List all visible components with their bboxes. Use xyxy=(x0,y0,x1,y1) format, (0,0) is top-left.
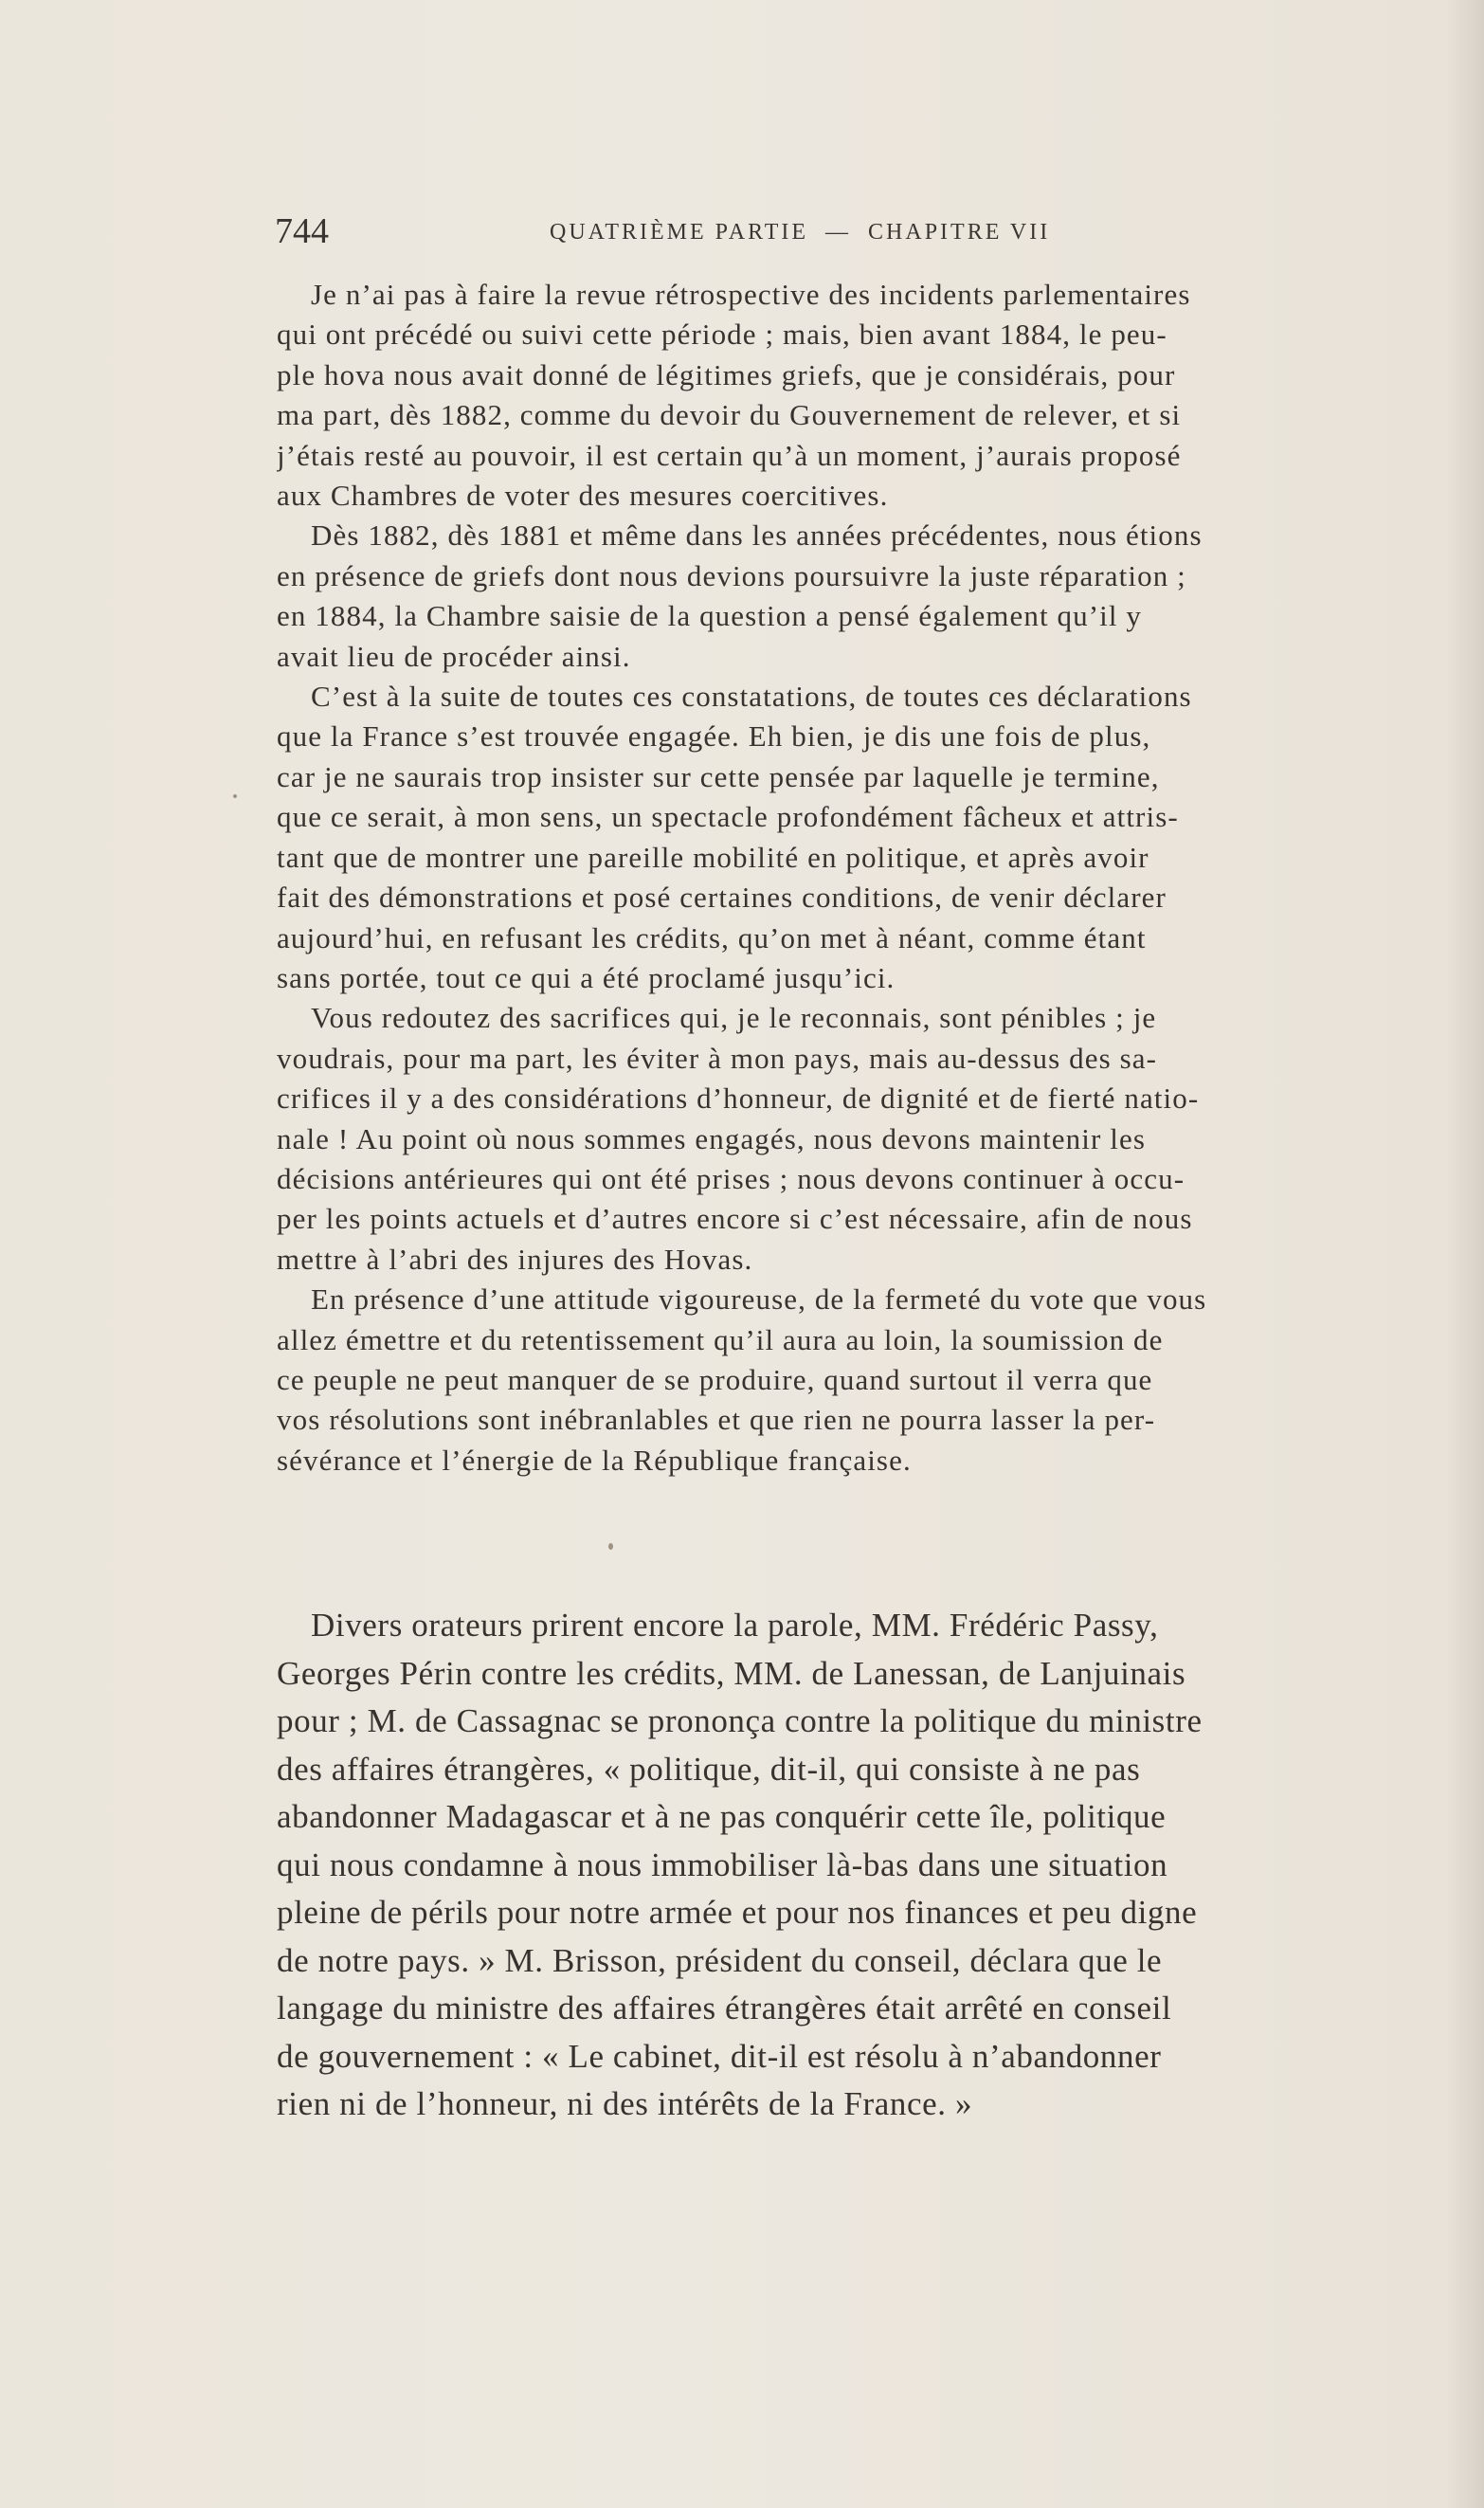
text-line: de gouvernement : « Le cabinet, dit-il est résolu à n’abandonner xyxy=(277,2037,1162,2075)
speech-text-block xyxy=(277,275,1414,1481)
text-line: qui nous condamne à nous immobiliser là-bas dans une situation xyxy=(277,1845,1168,1883)
text-line: que ce serait, à mon sens, un spectacle profondément fâcheux et attris- xyxy=(277,800,1179,834)
speech-paragraph xyxy=(277,1280,1414,1481)
text-line: C’est à la suite de toutes ces constatations, de toutes ces déclarations xyxy=(311,680,1192,714)
text-line: crifices il y a des considérations d’honneur, de dignité et de fierté natio- xyxy=(277,1081,1200,1116)
narrative-text-block xyxy=(277,1602,1414,2129)
text-line: décisions antérieures qui ont été prises ; nous devons continuer à occu- xyxy=(277,1161,1185,1195)
text-line: en 1884, la Chambre saisie de la question a pensé également qu’il y xyxy=(277,599,1143,633)
text-line: des affaires étrangères, « politique, dit-il, qui consiste à ne pas xyxy=(277,1750,1141,1788)
page-edge-shadow xyxy=(1445,0,1484,2508)
speech-paragraph xyxy=(277,516,1414,677)
text-line: vos résolutions sont inébranlables et que rien ne pourra lasser la per- xyxy=(277,1403,1156,1437)
text-line: Je n’ai pas à faire la revue rétrospective des incidents parlementaires xyxy=(311,278,1191,311)
text-line: sévérance et l’énergie de la République française. xyxy=(277,1443,912,1477)
text-line: sans portée, tout ce qui a été proclamé jusqu’ici. xyxy=(277,960,896,994)
speech-paragraph xyxy=(277,998,1414,1280)
page-number: 744 xyxy=(275,211,329,251)
text-line: car je ne saurais trop insister sur cette pensée par laquelle je termine, xyxy=(277,759,1160,793)
text-line: pour ; M. de Cassagnac se prononça contre la politique du ministre xyxy=(277,1702,1203,1739)
text-line: ce peuple ne peut manquer de se produire, quand surtout il verra que xyxy=(277,1362,1153,1396)
text-line: fait des démonstrations et posé certaines conditions, de venir déclarer xyxy=(277,881,1167,915)
speech-paragraph xyxy=(277,677,1414,998)
text-line: nale ! Au point où nous sommes engagés, nous devons maintenir les xyxy=(277,1121,1146,1155)
text-line: rien ni de l’honneur, ni des intérêts de la France. » xyxy=(277,2085,973,2122)
text-line: j’étais resté au pouvoir, il est certain qu’à un moment, j’aurais proposé xyxy=(277,438,1182,472)
text-line: de notre pays. » M. Brisson, président du conseil, déclara que le xyxy=(277,1941,1163,1979)
running-title xyxy=(550,220,1050,245)
text-line: abandonner Madagascar et à ne pas conquérir cette île, politique xyxy=(277,1798,1167,1835)
text-line: voudrais, pour ma part, les éviter à mon pays, mais au-dessus des sa- xyxy=(277,1041,1158,1075)
narrative-paragraph xyxy=(277,1602,1414,2129)
text-line: aux Chambres de voter des mesures coercitives. xyxy=(277,479,889,513)
text-line: En présence d’une attitude vigoureuse, de la fermeté du vote que vous xyxy=(311,1282,1207,1317)
paper-speck xyxy=(233,794,237,798)
text-line: ma part, dès 1882, comme du devoir du Gouvernement de relever, et si xyxy=(277,398,1182,432)
text-line: tant que de montrer une pareille mobilité en politique, et après avoir xyxy=(277,840,1149,874)
text-line: per les points actuels et d’autres encore si c’est nécessaire, afin de nous xyxy=(277,1202,1193,1236)
running-head xyxy=(275,210,1412,258)
text-line: allez émettre et du retentissement qu’il aura au loin, la soumission de xyxy=(277,1322,1164,1356)
text-line: que la France s’est trouvée engagée. Eh bien, je dis une fois de plus, xyxy=(277,719,1151,754)
text-line: aujourd’hui, en refusant les crédits, qu’on met à néant, comme étant xyxy=(277,920,1147,954)
text-line: Georges Périn contre les crédits, MM. de Lanessan, de Lanjuinais xyxy=(277,1654,1186,1692)
chapter-title: CHAPITRE VII xyxy=(868,220,1051,245)
speech-paragraph xyxy=(277,275,1414,516)
text-line: Vous redoutez des sacrifices qui, je le reconnais, sont pénibles ; je xyxy=(311,1001,1157,1035)
text-line: avait lieu de procéder ainsi. xyxy=(277,639,631,673)
text-line: en présence de griefs dont nous devions poursuivre la juste réparation ; xyxy=(277,558,1186,592)
title-separator: — xyxy=(825,220,852,245)
text-line: Divers orateurs prirent encore la parole, MM. Frédéric Passy, xyxy=(311,1607,1159,1644)
text-line: mettre à l’abri des injures des Hovas. xyxy=(277,1242,753,1276)
text-line: qui ont précédé ou suivi cette période ; mais, bien avant 1884, le peu- xyxy=(277,318,1167,352)
text-line: Dès 1882, dès 1881 et même dans les années précédentes, nous étions xyxy=(311,518,1203,553)
paper-speck xyxy=(608,1543,613,1550)
section-title: QUATRIÈME PARTIE xyxy=(550,220,809,245)
text-line: langage du ministre des affaires étrangères était arrêté en conseil xyxy=(277,1990,1172,2026)
text-line: ple hova nous avait donné de légitimes griefs, que je considérais, pour xyxy=(277,357,1176,391)
text-line: pleine de périls pour notre armée et pour nos finances et peu digne xyxy=(277,1894,1198,1931)
